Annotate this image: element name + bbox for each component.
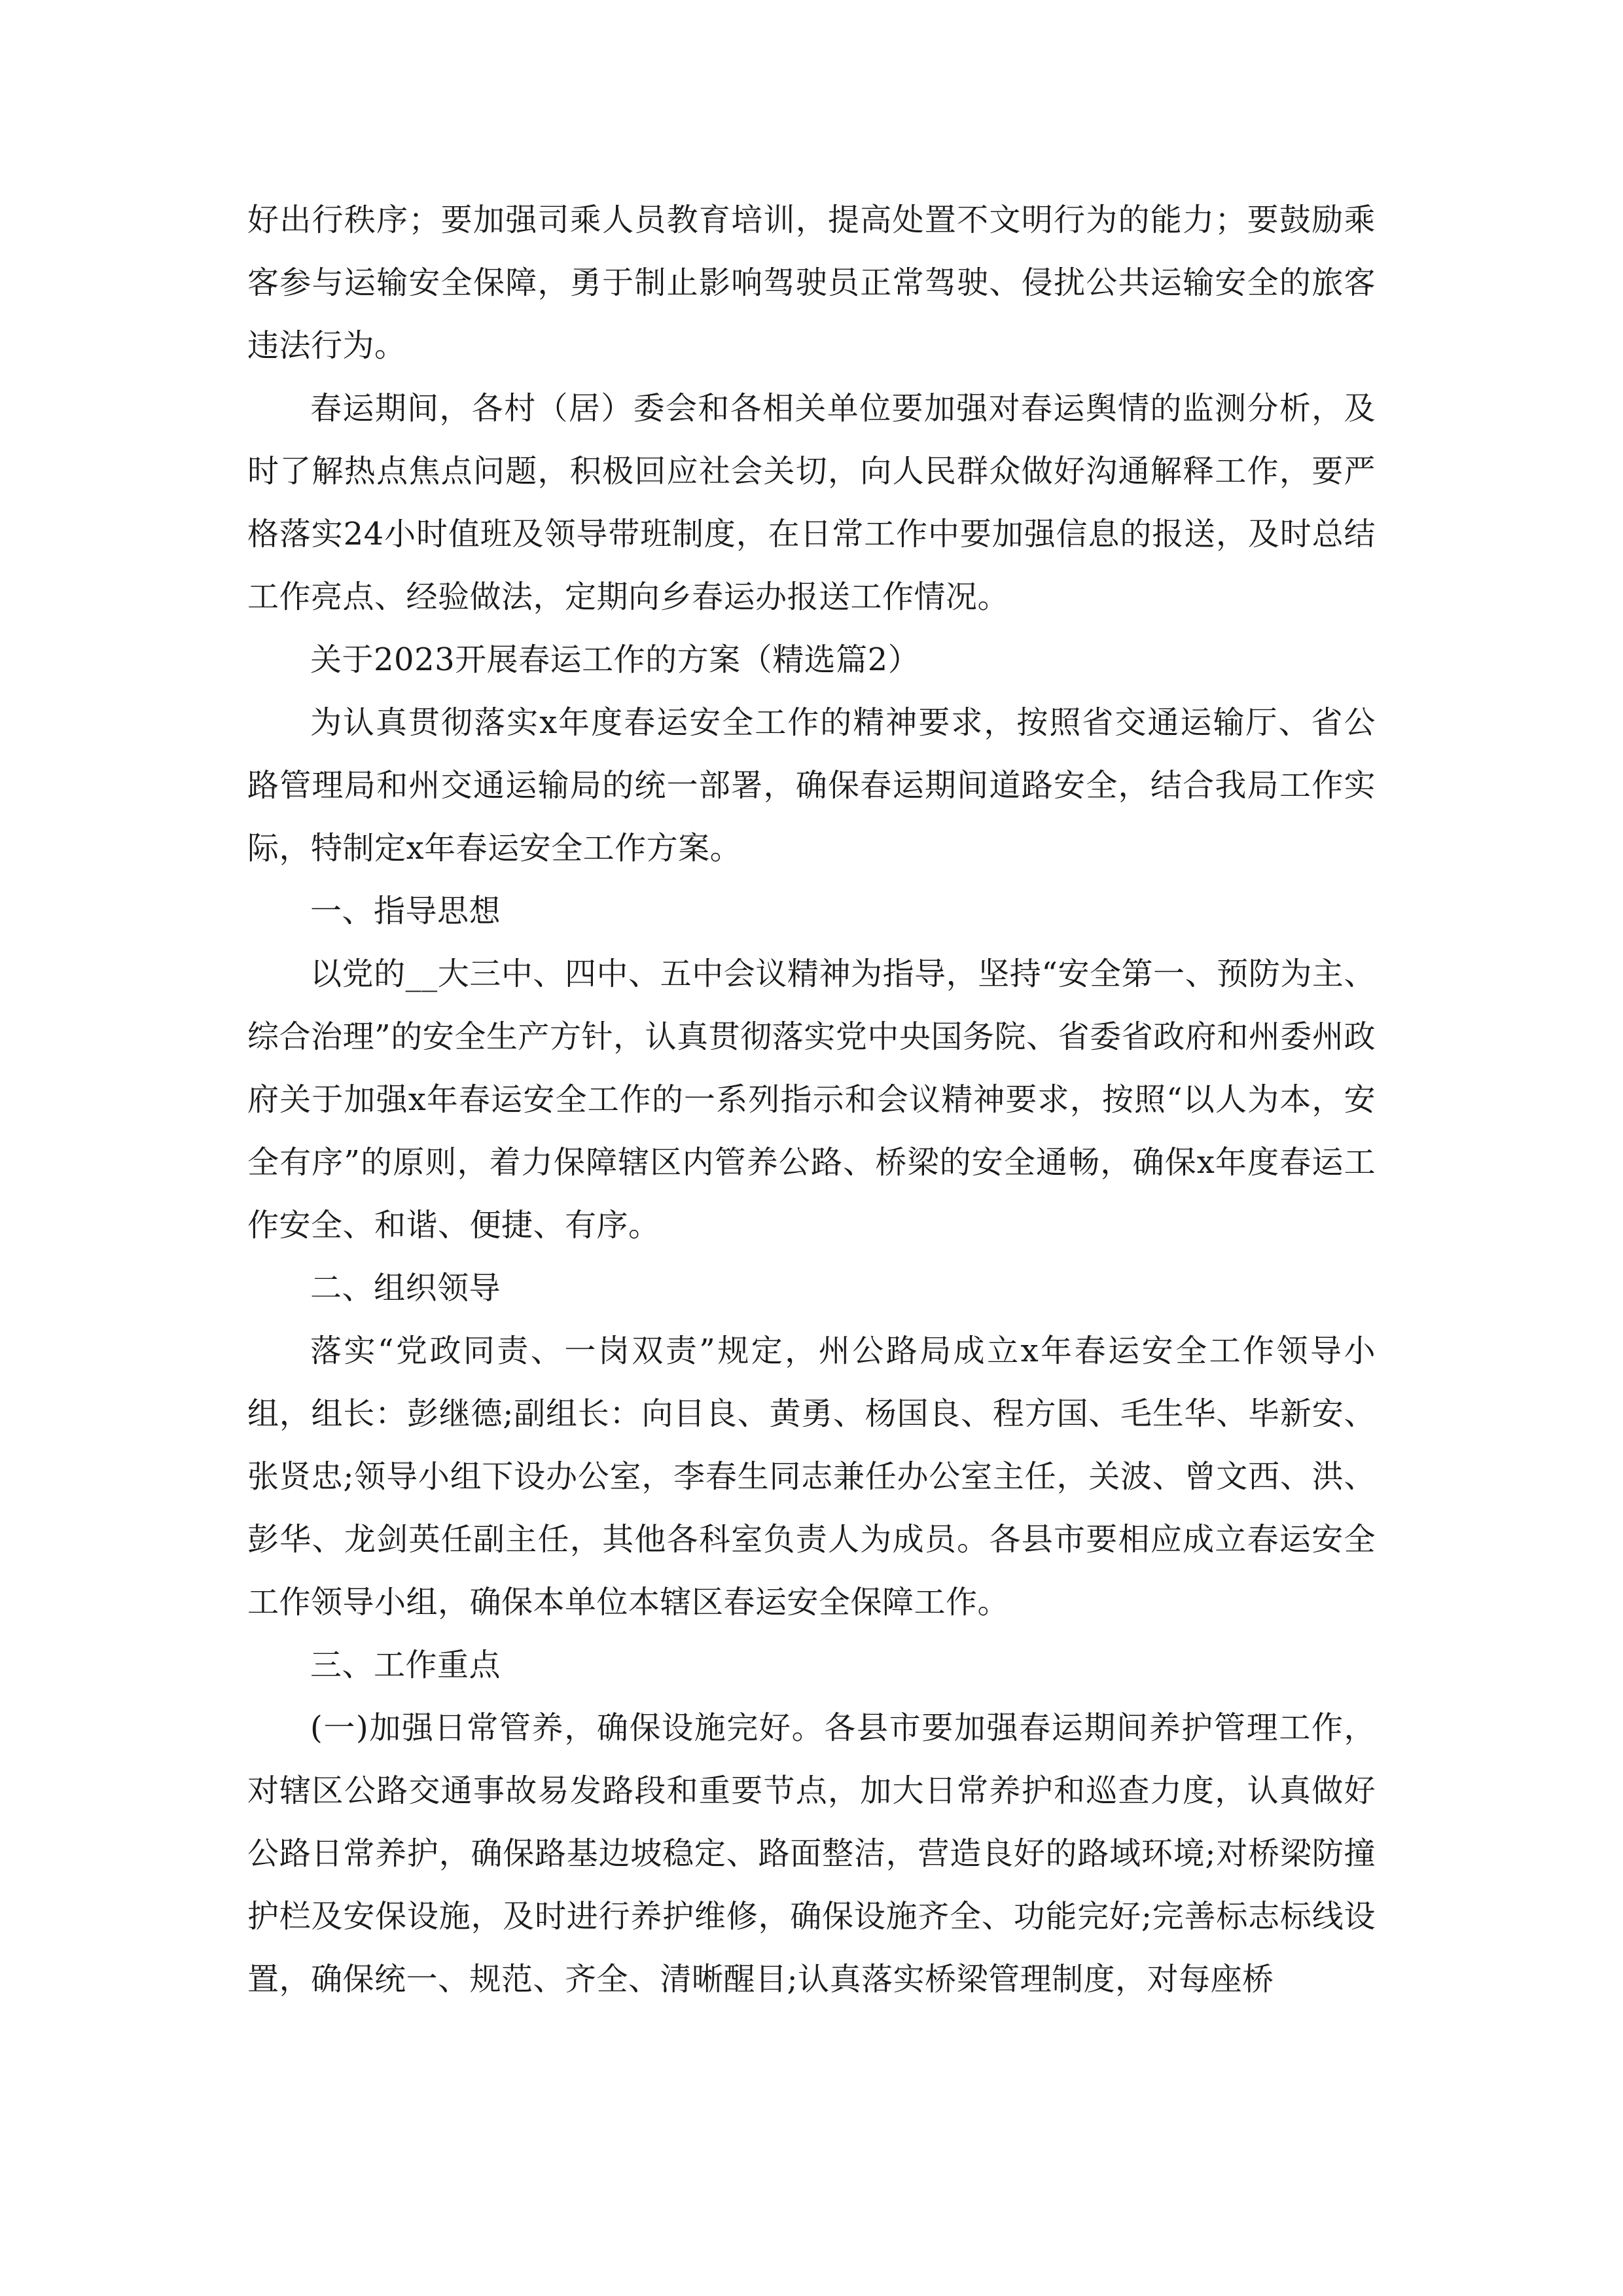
heading-guiding-ideology: 一、指导思想: [310, 893, 501, 929]
section-title: 关于2023开展春运工作的方案（精选篇2）: [310, 641, 920, 678]
paragraph-guiding-ideology: 以党的__大三中、四中、五中会议精神为指导，坚持“安全第一、预防为主、综合治理”的安全生产方针，认真贯彻落实党中央国务院、省委省政府和州委州政府关于加强x年春运安全工作的一系列指示和会议精神要求，按照“以人为本，安全有序”的原则，着力保障辖区内管养公路、桥梁的安全通畅，确保x年度春运工作安全、和谐、便捷、有序。: [247, 956, 1376, 1244]
heading-organization: 二、组织领导: [310, 1270, 501, 1306]
paragraph-public-opinion: 春运期间，各村（居）委会和各相关单位要加强对春运舆情的监测分析，及时了解热点焦点问题，积极回应社会关切，向人民群众做好沟通解释工作，要严格落实24小时值班及领导带班制度，在日常工作中要加强信息的报送，及时总结工作亮点、经验做法，定期向乡春运办报送工作情况。: [247, 390, 1376, 615]
heading-work-focus: 三、工作重点: [310, 1647, 501, 1683]
paragraph-maintenance: (一)加强日常管养，确保设施完好。各县市要加强春运期间养护管理工作，对辖区公路交通事故易发路段和重要节点，加大日常养护和巡查力度，认真做好公路日常养护，确保路基边坡稳定、路面整洁，营造良好的路域环境;对桥梁防撞护栏及安保设施，及时进行养护维修，确保设施齐全、功能完好;完善标志标线设置，确保统一、规范、齐全、清晰醒目;认真落实桥梁管理制度，对每座桥: [247, 1710, 1376, 1998]
document-body: [247, 188, 1376, 2011]
paragraph-continuation: 好出行秩序；要加强司乘人员教育培训，提高处置不文明行为的能力；要鼓励乘客参与运输安全保障，勇于制止影响驾驶员正常驾驶、侵扰公共运输安全的旅客违法行为。: [247, 202, 1376, 364]
paragraph-intro: 为认真贯彻落实x年度春运安全工作的精神要求，按照省交通运输厅、省公路管理局和州交通运输局的统一部署，确保春运期间道路安全，结合我局工作实际，特制定x年春运安全工作方案。: [247, 704, 1376, 867]
paragraph-organization: 落实“党政同责、一岗双责”规定，州公路局成立x年春运安全工作领导小组，组长：彭继德;副组长：向目良、黄勇、杨国良、程方国、毛生华、毕新安、张贤忠;领导小组下设办公室，李春生同志兼任办公室主任，关波、曾文西、洪、彭华、龙剑英任副主任，其他各科室负责人为成员。各县市要相应成立春运安全工作领导小组，确保本单位本辖区春运安全保障工作。: [247, 1333, 1376, 1621]
